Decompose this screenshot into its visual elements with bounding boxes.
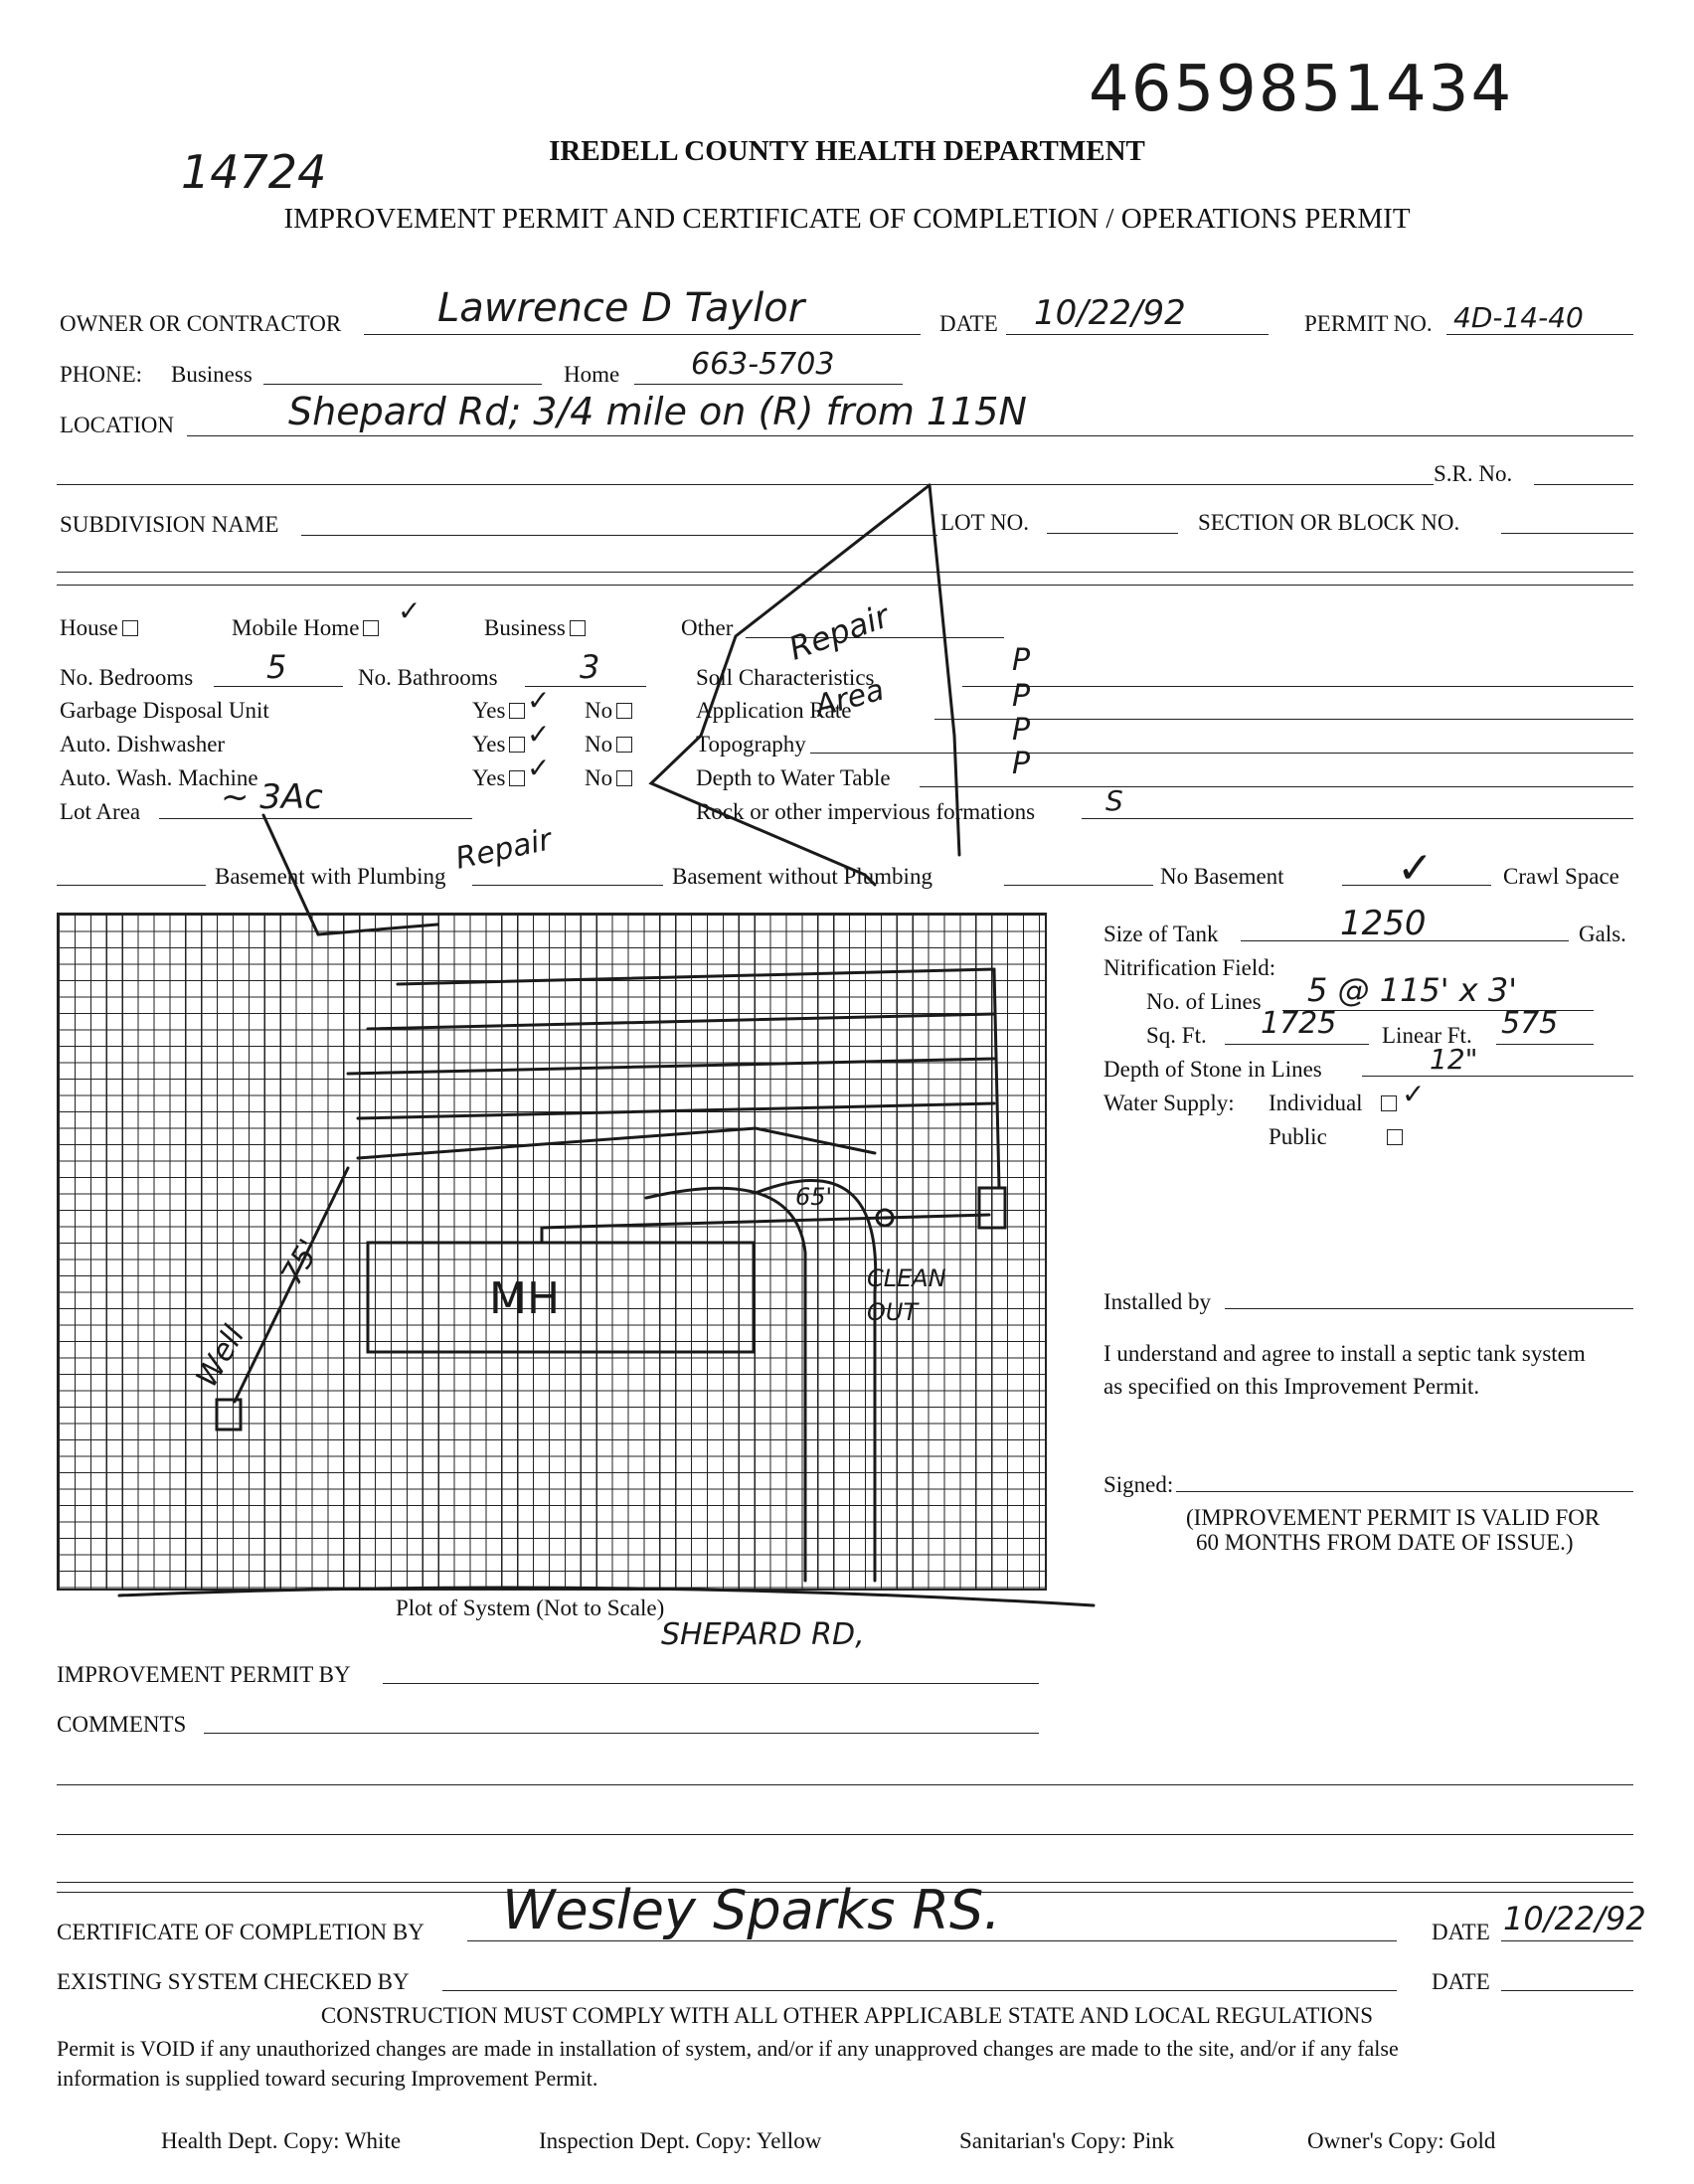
basement-without-label: Basement without Plumbing <box>672 864 932 889</box>
bathrooms-value: 3 <box>580 648 600 686</box>
business-label: Business <box>484 615 566 640</box>
divider-1 <box>57 572 1633 573</box>
water-individual-label: Individual <box>1269 1091 1363 1115</box>
garbage-yes-checkbox[interactable] <box>509 703 525 719</box>
valid-note-2: 60 MONTHS FROM DATE OF ISSUE.) <box>1196 1530 1574 1555</box>
certificate-date-line <box>1501 1940 1633 1941</box>
basement-with-label: Basement with Plumbing <box>215 864 446 889</box>
tank-size-value: 1250 <box>1340 904 1427 943</box>
copy-inspection-dept: Inspection Dept. Copy: Yellow <box>539 2128 822 2153</box>
signed-line <box>1176 1491 1633 1492</box>
water-public-label: Public <box>1269 1124 1327 1149</box>
lot-no-line <box>1047 533 1178 534</box>
linear-ft-value: 575 <box>1501 1006 1559 1041</box>
existing-date-line <box>1501 1990 1633 1991</box>
signed-label: Signed: <box>1103 1472 1174 1497</box>
basement-with-line <box>57 885 206 886</box>
existing-date-label: DATE <box>1432 1969 1490 1994</box>
bedrooms-label: No. Bedrooms <box>60 665 194 690</box>
department-title: IREDELL COUNTY HEALTH DEPARTMENT <box>549 135 1145 167</box>
mobile-home-checkmark: ✓ <box>398 594 422 627</box>
garbage-no <box>585 699 632 722</box>
garbage-yes-label: Yes <box>472 698 506 723</box>
copy-sanitarian: Sanitarian's Copy: Pink <box>959 2128 1175 2153</box>
rock-line <box>1082 818 1633 819</box>
comments-label: COMMENTS <box>57 1712 187 1737</box>
owner-label: OWNER OR CONTRACTOR <box>60 311 342 336</box>
sr-no-label: S.R. No. <box>1434 461 1513 486</box>
location-line-2 <box>57 484 1434 485</box>
dishwasher-yes <box>472 733 525 756</box>
stone-depth-label: Depth of Stone in Lines <box>1103 1057 1322 1082</box>
house-label: House <box>60 615 118 640</box>
basement-without-line-left <box>472 885 663 886</box>
garbage-yes <box>472 699 525 722</box>
installed-by-line <box>1225 1308 1633 1309</box>
mobile-home-checkbox[interactable] <box>363 620 379 636</box>
owner-date-line <box>1006 334 1269 335</box>
washer-no <box>585 766 632 789</box>
improvement-by-label: IMPROVEMENT PERMIT BY <box>57 1662 351 1687</box>
understand-text-1: I understand and agree to install a septic tank system <box>1103 1341 1586 1366</box>
topography-line <box>810 753 1633 754</box>
washer-yes-checkbox[interactable] <box>509 770 525 786</box>
washer-yes-checkmark: ✓ <box>527 752 551 784</box>
plot-caption: Plot of System (Not to Scale) <box>396 1596 665 1620</box>
depth-water-label: Depth to Water Table <box>696 765 891 790</box>
stone-depth-line <box>1362 1076 1633 1077</box>
no-of-lines-label: No. of Lines <box>1146 989 1262 1014</box>
phone-home-line <box>634 384 903 385</box>
copy-owner: Owner's Copy: Gold <box>1307 2128 1496 2153</box>
topography-label: Topography <box>696 732 806 756</box>
depth-water-line <box>920 786 1633 787</box>
washer-label: Auto. Wash. Machine <box>60 765 258 790</box>
house-option <box>60 616 138 639</box>
dishwasher-no <box>585 733 632 756</box>
handwritten-document-id: 4659851434 <box>1089 53 1514 126</box>
tank-size-unit: Gals. <box>1579 922 1626 946</box>
dishwasher-label: Auto. Dishwasher <box>60 732 226 756</box>
bathrooms-label: No. Bathrooms <box>358 665 498 690</box>
bedrooms-value: 5 <box>266 648 287 686</box>
comments-line-3 <box>57 1834 1633 1835</box>
business-option <box>484 616 586 639</box>
other-label: Other <box>681 615 734 640</box>
business-checkbox[interactable] <box>570 620 586 636</box>
tank-size-label: Size of Tank <box>1103 922 1219 946</box>
phone-business-label: Business <box>171 362 253 387</box>
location-line <box>187 435 1633 436</box>
dishwasher-yes-checkbox[interactable] <box>509 737 525 753</box>
improvement-by-line <box>383 1683 1039 1684</box>
rock-value: S <box>1105 784 1123 817</box>
location-label: LOCATION <box>60 413 174 437</box>
lot-area-label: Lot Area <box>60 799 141 824</box>
garbage-yes-checkmark: ✓ <box>527 684 551 717</box>
dishwasher-yes-label: Yes <box>472 732 506 756</box>
plot-cleanout-label: CLEAN OUT <box>867 1264 946 1326</box>
garbage-no-checkbox[interactable] <box>616 703 632 719</box>
owner-date-value: 10/22/92 <box>1034 293 1186 333</box>
sr-no-line <box>1534 484 1633 485</box>
phone-home-value: 663-5703 <box>691 347 835 382</box>
dishwasher-no-label: No <box>585 732 613 756</box>
linear-ft-label: Linear Ft. <box>1382 1023 1472 1048</box>
certificate-date-value: 10/22/92 <box>1503 1900 1646 1937</box>
sq-ft-value: 1725 <box>1261 1006 1337 1041</box>
plot-mh-label: MH <box>489 1273 561 1324</box>
water-supply-label: Water Supply: <box>1103 1091 1235 1115</box>
stone-depth-value: 12" <box>1430 1043 1478 1076</box>
app-rate-label: Application Rate <box>696 698 852 723</box>
owner-value: Lawrence D Taylor <box>437 285 805 331</box>
app-rate-note: Area <box>811 672 888 725</box>
section-block-line <box>1501 533 1633 534</box>
house-checkbox[interactable] <box>122 620 138 636</box>
washer-yes <box>472 766 525 789</box>
plot-well-distance: 75' <box>274 1233 328 1291</box>
certificate-signature: Wesley Sparks RS. <box>502 1879 1001 1941</box>
lot-area-line <box>159 818 472 819</box>
valid-note-1: (IMPROVEMENT PERMIT IS VALID FOR <box>1186 1505 1601 1530</box>
lot-no-label: LOT NO. <box>940 510 1030 535</box>
bedrooms-line <box>214 686 343 687</box>
water-public-checkbox[interactable] <box>1387 1129 1403 1145</box>
plot-well-label: Well <box>189 1319 253 1394</box>
crawl-space-label: Crawl Space <box>1503 864 1619 889</box>
phone-business-line <box>263 384 542 385</box>
permit-title: IMPROVEMENT PERMIT AND CERTIFICATE OF COMPLETION / OPERATIONS PERMIT <box>283 203 1411 235</box>
soil-label: Soil Characteristics <box>696 665 875 690</box>
installed-by-label: Installed by <box>1103 1289 1211 1314</box>
garbage-no-label: No <box>585 698 613 723</box>
lot-area-value: ~ 3Ac <box>221 777 323 817</box>
plot-grid <box>57 913 1047 1591</box>
plot-pipe-distance: 65' <box>795 1183 833 1211</box>
comments-line-2 <box>57 1784 1633 1785</box>
permit-no-value: 4D-14-40 <box>1453 301 1584 334</box>
copy-health-dept: Health Dept. Copy: White <box>161 2128 402 2153</box>
depth-water-value: P <box>1012 747 1031 781</box>
existing-system-label: EXISTING SYSTEM CHECKED BY <box>57 1969 410 1994</box>
topography-value: P <box>1012 713 1031 748</box>
subdivision-label: SUBDIVISION NAME <box>60 512 279 537</box>
app-rate-value: P <box>1012 679 1031 714</box>
divider-2 <box>57 585 1633 586</box>
no-of-lines-value: 5 @ 115' x 3' <box>1307 971 1518 1009</box>
crawl-space-checkmark: ✓ <box>1397 843 1434 894</box>
mobile-home-option <box>232 616 379 639</box>
garbage-label: Garbage Disposal Unit <box>60 698 269 723</box>
void-notice-1: Permit is VOID if any unauthorized changes are made in installation of system, and/or if any unapproved changes are made to the site, and/or if any false <box>57 2036 1399 2061</box>
owner-line <box>364 334 921 335</box>
plot-road-label: SHEPARD RD, <box>661 1617 865 1652</box>
washer-no-label: No <box>585 765 613 790</box>
app-rate-line <box>934 719 1633 720</box>
existing-system-line <box>442 1990 1397 1991</box>
location-value: Shepard Rd; 3/4 mile on (R) from 115N <box>288 390 1027 433</box>
no-basement-line <box>1004 885 1153 886</box>
handwritten-permit-number: 14724 <box>181 145 327 199</box>
nitrification-label: Nitrification Field: <box>1103 955 1276 980</box>
soil-value: P <box>1012 643 1031 678</box>
phone-home-label: Home <box>564 362 620 387</box>
certificate-label: CERTIFICATE OF COMPLETION BY <box>57 1920 424 1944</box>
other-value: Repair <box>783 596 895 668</box>
compliance-notice: CONSTRUCTION MUST COMPLY WITH ALL OTHER APPLICABLE STATE AND LOCAL REGULATIONS <box>320 2003 1374 2028</box>
owner-date-label: DATE <box>939 311 998 336</box>
water-individual-checkmark: ✓ <box>1402 1078 1426 1110</box>
dishwasher-no-checkbox[interactable] <box>616 737 632 753</box>
phone-label: PHONE: <box>60 362 143 387</box>
understand-text-2: as specified on this Improvement Permit. <box>1103 1374 1480 1399</box>
water-individual-checkbox[interactable] <box>1381 1095 1397 1111</box>
comments-line-1 <box>204 1733 1039 1734</box>
water-public <box>1269 1125 1403 1148</box>
washer-yes-label: Yes <box>472 765 506 790</box>
soil-line <box>962 686 1633 687</box>
washer-no-checkbox[interactable] <box>616 770 632 786</box>
permit-no-label: PERMIT NO. <box>1304 311 1433 336</box>
subdivision-line <box>301 535 937 536</box>
linear-ft-line <box>1496 1044 1594 1045</box>
sq-ft-label: Sq. Ft. <box>1146 1023 1207 1048</box>
section-block-label: SECTION OR BLOCK NO. <box>1198 510 1460 535</box>
certificate-date-label: DATE <box>1432 1920 1490 1944</box>
sq-ft-line <box>1225 1044 1369 1045</box>
permit-no-line <box>1446 334 1633 335</box>
mobile-home-label: Mobile Home <box>232 615 360 640</box>
dishwasher-yes-checkmark: ✓ <box>527 718 551 751</box>
rock-label: Rock or other impervious formations <box>696 799 1036 824</box>
water-individual <box>1269 1092 1397 1114</box>
void-notice-2: information is supplied toward securing Improvement Permit. <box>57 2066 598 2091</box>
basement-with-note: Repair <box>452 822 555 877</box>
no-basement-label: No Basement <box>1160 864 1284 889</box>
